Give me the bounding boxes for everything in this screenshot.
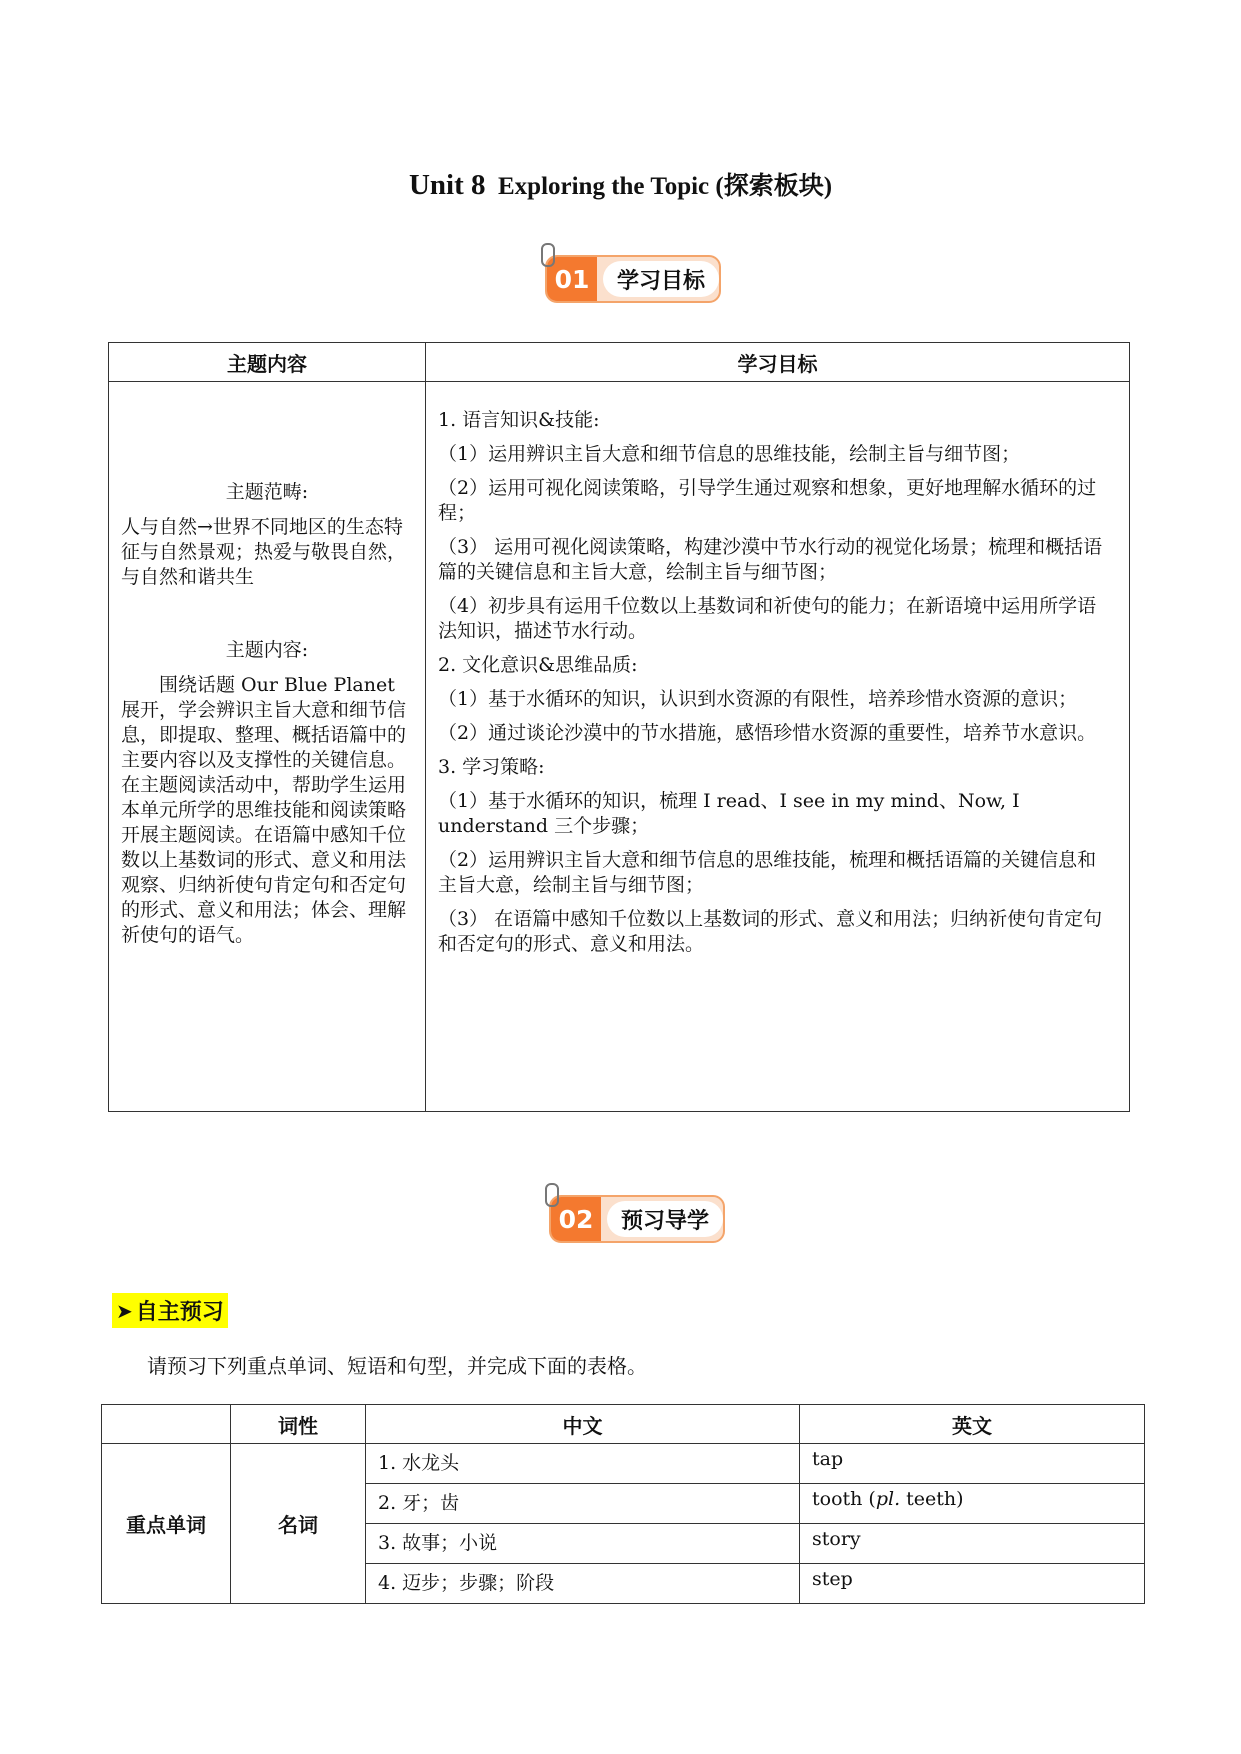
objective-line: （3） 在语篇中感知千位数以上基数词的形式、意义和用法；归纳祈使句肯定句和否定句的形式、意义和用法。 bbox=[438, 908, 1103, 955]
objective-line: 3. 学习策略: bbox=[438, 756, 545, 778]
badge-label: 预习导学 bbox=[607, 1201, 723, 1237]
vocab-en: tooth (pl. teeth) bbox=[800, 1484, 1145, 1524]
vocab-en: step bbox=[800, 1564, 1145, 1604]
title-unit: Unit 8 bbox=[408, 169, 486, 201]
vocab-cn: 2. 牙；齿 bbox=[366, 1484, 800, 1524]
double-arrow-icon: ➤ bbox=[116, 1298, 133, 1323]
preview-instruction: 请预习下列重点单词、短语和句型，并完成下面的表格。 bbox=[147, 1354, 647, 1378]
page-title bbox=[0, 166, 1241, 202]
badge-number: 02 bbox=[551, 1197, 601, 1241]
topic-category-label: 主题范畴: bbox=[225, 481, 309, 503]
vocab-cn: 3. 故事；小说 bbox=[366, 1524, 800, 1564]
topic-cell bbox=[109, 382, 426, 1112]
badge-label: 学习目标 bbox=[603, 261, 719, 297]
objective-line: （1）基于水循环的知识，认识到水资源的有限性，培养珍惜水资源的意识； bbox=[438, 688, 1078, 710]
goals-table bbox=[108, 342, 1130, 1112]
goals-header-topic: 主题内容 bbox=[109, 343, 426, 382]
goals-header-objectives: 学习目标 bbox=[426, 343, 1130, 382]
topic-category-text: 人与自然→世界不同地区的生态特征与自然景观；热爱与敬畏自然，与自然和谐共生 bbox=[121, 516, 407, 588]
paperclip-icon bbox=[545, 1183, 559, 1207]
section-badge-goals bbox=[545, 255, 721, 303]
title-rest: Exploring the Topic (探索板块) bbox=[497, 173, 833, 200]
paperclip-icon bbox=[541, 243, 555, 267]
objective-line: （2）通过谈论沙漠中的节水措施，感悟珍惜水资源的重要性，培养节水意识。 bbox=[438, 722, 1097, 744]
vocab-header-english: 英文 bbox=[800, 1405, 1145, 1444]
objective-line: （3） 运用可视化阅读策略，构建沙漠中节水行动的视觉化场景；梳理和概括语篇的关键信息和主旨大意，绘制主旨与细节图； bbox=[438, 536, 1103, 583]
vocab-header-pos: 词性 bbox=[231, 1405, 366, 1444]
vocab-header-empty bbox=[102, 1405, 231, 1444]
topic-content-label: 主题内容: bbox=[225, 639, 309, 661]
vocab-cn: 1. 水龙头 bbox=[366, 1444, 800, 1484]
badge-number: 01 bbox=[547, 257, 597, 301]
objective-line: 2. 文化意识&思维品质: bbox=[438, 654, 638, 676]
self-study-heading bbox=[112, 1293, 228, 1328]
objective-line: （2）运用可视化阅读策略，引导学生通过观察和想象，更好地理解水循环的过程； bbox=[438, 477, 1097, 524]
vocab-header-chinese: 中文 bbox=[366, 1405, 800, 1444]
objective-line: （1）基于水循环的知识，梳理 I read、I see in my mind、Now, I understand 三个步骤； bbox=[438, 790, 1020, 837]
objective-line: 1. 语言知识&技能: bbox=[438, 409, 600, 431]
objective-line: （2）运用辨识主旨大意和细节信息的思维技能，梳理和概括语篇的关键信息和主旨大意，绘制主旨与细节图； bbox=[438, 849, 1097, 896]
section-badge-preview bbox=[549, 1195, 725, 1243]
vocab-pos-label: 名词 bbox=[231, 1444, 366, 1604]
vocab-group-label: 重点单词 bbox=[102, 1444, 231, 1604]
vocab-en: tap bbox=[800, 1444, 1145, 1484]
vocab-cn: 4. 迈步；步骤；阶段 bbox=[366, 1564, 800, 1604]
objective-line: （4）初步具有运用千位数以上基数词和祈使句的能力；在新语境中运用所学语法知识，描述节水行动。 bbox=[438, 595, 1097, 642]
objective-line: （1）运用辨识主旨大意和细节信息的思维技能，绘制主旨与细节图； bbox=[438, 443, 1021, 465]
topic-content-text: 围绕话题 Our Blue Planet 展开，学会辨识主旨大意和细节信息，即提取、整理、概括语篇中的主要内容以及支撑性的关键信息。在主题阅读活动中，帮助学生运用本单元所学的思维技能和阅读策略开展主题阅读。在语篇中感知千位数以上基数词的形式、意义和用法观察、归纳祈使句肯定句和否定句的形式、意义和用法；体会、理解祈使句的语气。 bbox=[121, 674, 407, 946]
objectives-cell bbox=[426, 382, 1130, 1112]
vocab-table bbox=[101, 1404, 1145, 1604]
vocab-en: story bbox=[800, 1524, 1145, 1564]
self-study-heading-text: 自主预习 bbox=[135, 1300, 224, 1325]
